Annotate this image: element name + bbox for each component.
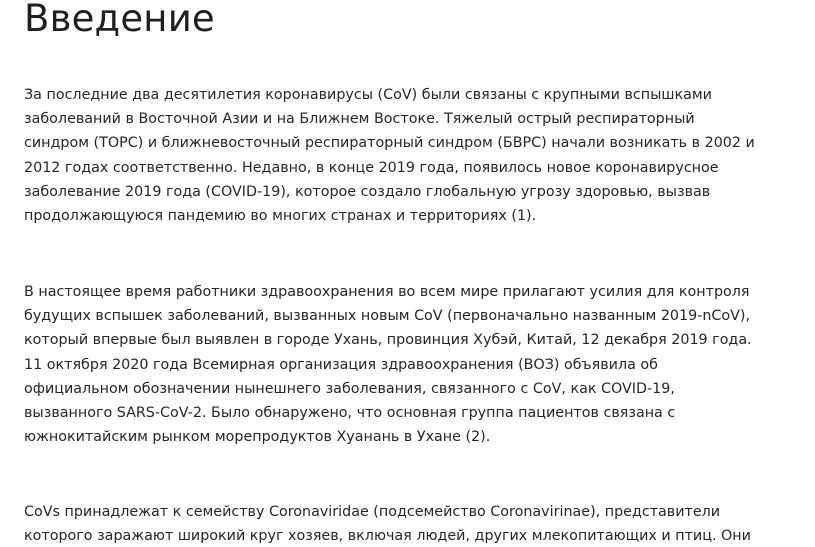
paragraph-line: вызванного SARS-CoV-2. Было обнаружено, что основная группа пациентов связана с <box>24 405 676 422</box>
paragraph-line: который впервые был выявлен в городе Ухань, провинция Хубэй, Китай, 12 декабря 2019 года. <box>24 332 752 349</box>
paragraph-line: 11 октября 2020 года Всемирная организация здравоохранения (ВОЗ) объявила об <box>24 356 658 373</box>
paragraph-2 <box>24 280 794 449</box>
paragraph-line: CoVs принадлежат к семейству Coronaviridae (подсемейство Coronavirinae), представители <box>24 504 721 520</box>
paragraph-line: За последние два десятилетия коронавирусы (CoV) были связаны с крупными вспышками <box>24 87 712 103</box>
paragraph-line: будущих вспышек заболеваний, вызванных новым CoV (первоначально названным 2019-nCoV), <box>24 308 751 325</box>
paragraph-line: официальном обозначении нынешнего заболевания, связанного с CoV, как COVID-19, <box>24 380 675 397</box>
paragraph-line: южнокитайским рынком морепродуктов Хуанань в Ухане (2). <box>24 429 491 446</box>
paragraph-3 <box>24 500 794 547</box>
paragraph-line: заболеваний в Восточной Азии и на Ближнем Востоке. Тяжелый острый респираторный <box>24 111 695 128</box>
paragraph-line: продолжающуюся пандемию во многих странах и территориях (1). <box>24 208 537 225</box>
page-title: Введение <box>24 0 215 40</box>
paragraph-line: которого заражают широкий круг хозяев, включая людей, других млекопитающих и птиц. Они <box>24 528 751 545</box>
paragraph-line: синдром (ТОРС) и ближневосточный респираторный синдром (БВРС) начали возникать в 2002 и <box>24 135 755 152</box>
paragraph-1 <box>24 83 794 228</box>
paragraph-line: заболевание 2019 года (COVID-19), которое создало глобальную угрозу здоровью, вызвав <box>24 183 711 200</box>
paragraph-line: 2012 годах соответственно. Недавно, в конце 2019 года, появилось новое коронавирусное <box>24 159 719 176</box>
paragraph-line: В настоящее время работники здравоохранения во всем мире прилагают усилия для контроля <box>24 284 750 300</box>
